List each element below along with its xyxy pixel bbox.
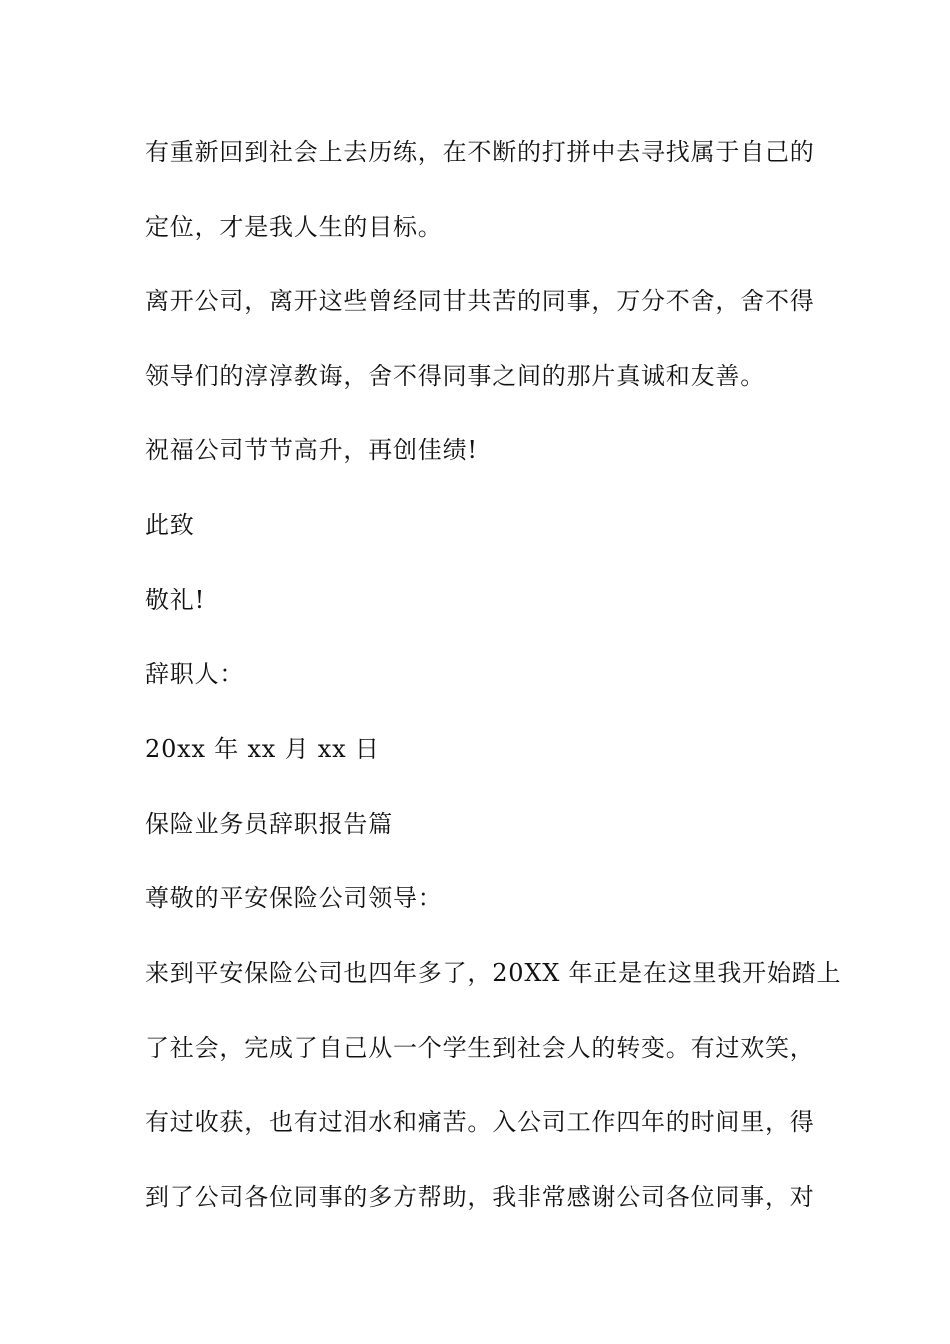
date-line: 20xx 年 xx 月 xx 日	[145, 735, 380, 763]
paragraph-line: 有过收获，也有过泪水和痛苦。入公司工作四年的时间里，得	[145, 1108, 815, 1136]
paragraph-line: 了社会，完成了自己从一个学生到社会人的转变。有过欢笑，	[145, 1034, 815, 1062]
paragraph-line: 有重新回到社会上去历练，在不断的打拼中去寻找属于自己的	[145, 138, 815, 166]
signer-line: 辞职人：	[145, 660, 245, 688]
paragraph-line: 来到平安保险公司也四年多了，20XX 年正是在这里我开始踏上	[145, 959, 842, 987]
blessing-line: 祝福公司节节高升，再创佳绩!	[145, 436, 478, 464]
paragraph-line: 离开公司，离开这些曾经同甘共苦的同事，万分不舍，舍不得	[145, 287, 815, 315]
closing-line: 敬礼!	[145, 586, 206, 614]
paragraph-line: 领导们的淳淳教诲，舍不得同事之间的那片真诚和友善。	[145, 362, 765, 390]
paragraph-line: 定位，才是我人生的目标。	[145, 213, 443, 241]
closing-line: 此致	[145, 511, 195, 539]
paragraph-line: 到了公司各位同事的多方帮助，我非常感谢公司各位同事，对	[145, 1183, 815, 1211]
section-title: 保险业务员辞职报告篇	[145, 810, 393, 838]
salutation-line: 尊敬的平安保险公司领导：	[145, 884, 443, 912]
